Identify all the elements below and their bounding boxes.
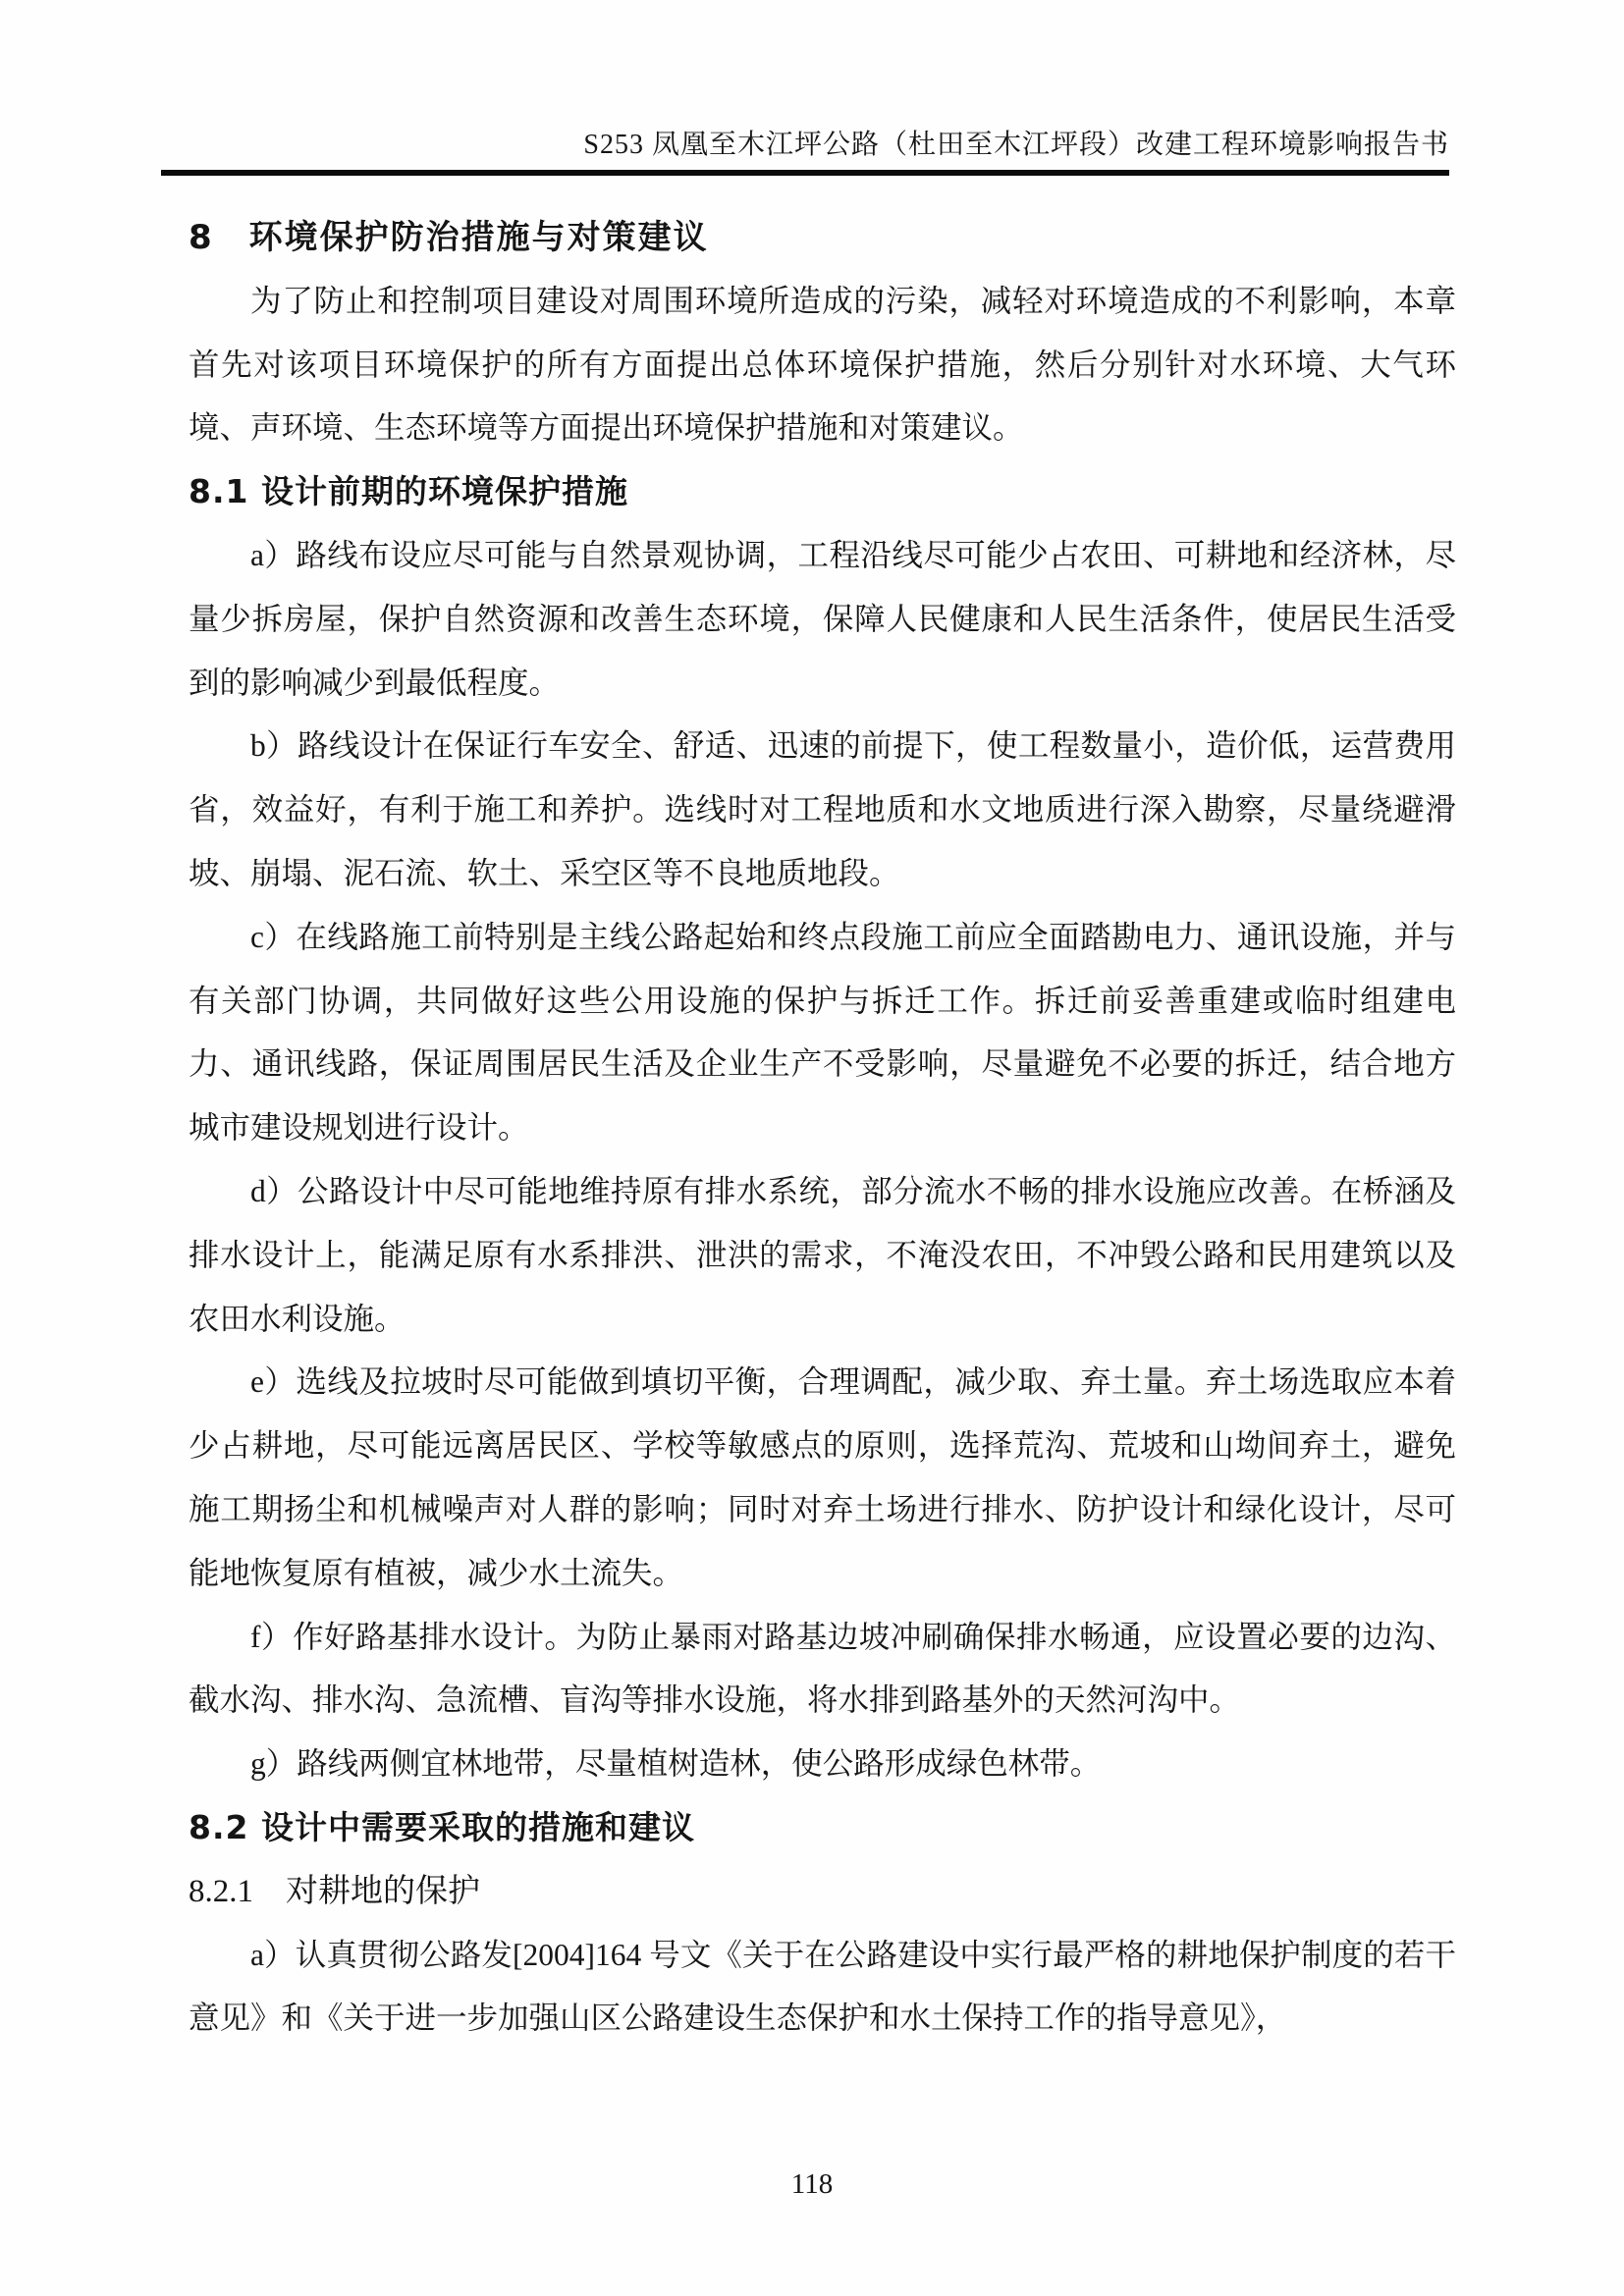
section-8-2-1-item-a: a）认真贯彻公路发[2004]164 号文《关于在公路建设中实行最严格的耕地保护制度的若干意见》和《关于进一步加强山区公路建设生态保护和水土保持工作的指导意见》， xyxy=(189,1937,1456,2036)
section-8-1-item-e: e）选线及拉坡时尽可能做到填切平衡，合理调配，减少取、弃土量。弃土场选取应本着少占耕地，尽可能远离居民区、学校等敏感点的原则，选择荒沟、荒坡和山坳间弃土，避免施工期扬尘和机械噪声对人群的影响；同时对弃土场进行排水、防护设计和绿化设计，尽可能地恢复原有植被，减少水土流失。 xyxy=(189,1364,1456,1590)
section-8-1-item-d: d）公路设计中尽可能地维持原有排水系统，部分流水不畅的排水设施应改善。在桥涵及排水设计上，能满足原有水系排洪、泄洪的需求，不淹没农田，不冲毁公路和民用建筑以及农田水利设施。 xyxy=(189,1173,1456,1336)
document-body xyxy=(189,206,1456,2051)
section-8-1-item-c: c）在线路施工前特别是主线公路起始和终点段施工前应全面踏勘电力、通讯设施，并与有关部门协调，共同做好这些公用设施的保护与拆迁工作。拆迁前妥善重建或临时组建电力、通讯线路，保证周围居民生活及企业生产不受影响，尽量避免不必要的拆迁，结合地方城市建设规划进行设计。 xyxy=(189,919,1456,1146)
section-8-1-heading: 8.1 设计前期的环境保护措施 xyxy=(189,472,628,511)
section-8-1-item-f: f）作好路基排水设计。为防止暴雨对路基边坡冲刷确保排水畅通，应设置必要的边沟、截水沟、排水沟、急流槽、盲沟等排水设施，将水排到路基外的天然河沟中。 xyxy=(189,1619,1456,1718)
page-number: 118 xyxy=(790,2168,834,2200)
section-8-2-1-heading: 8.2.1 对耕地的保护 xyxy=(189,1873,480,1909)
section-8-1-item-g: g）路线两侧宜林地带，尽量植树造林，使公路形成绿色林带。 xyxy=(250,1746,1102,1782)
chapter-8-intro-paragraph: 为了防止和控制项目建设对周围环境所造成的污染，减轻对环境造成的不利影响，本章首先对该项目环境保护的所有方面提出总体环境保护措施，然后分别针对水环境、大气环境、声环境、生态环境等方面提出环境保护措施和对策建议。 xyxy=(189,283,1456,446)
section-8-1-item-b: b）路线设计在保证行车安全、舒适、迅速的前提下，使工程数量小，造价低，运营费用省，效益好，有利于施工和养护。选线时对工程地质和水文地质进行深入勘察，尽量绕避滑坡、崩塌、泥石流、软土、采空区等不良地质地段。 xyxy=(189,728,1456,890)
section-8-2-heading: 8.2 设计中需要采取的措施和建议 xyxy=(189,1807,695,1846)
section-8-1-item-a: a）路线布设应尽可能与自然景观协调，工程沿线尽可能少占农田、可耕地和经济林，尽量少拆房屋，保护自然资源和改善生态环境，保障人民健康和人民生活条件，使居民生活受到的影响减少到最低程度。 xyxy=(189,537,1456,700)
running-header-title: S253 凤凰至木江坪公路（杜田至木江坪段）改建工程环境影响报告书 xyxy=(583,130,1449,160)
chapter-8-heading: 8 环境保护防治措施与对策建议 xyxy=(189,218,709,257)
running-header xyxy=(161,124,1449,176)
